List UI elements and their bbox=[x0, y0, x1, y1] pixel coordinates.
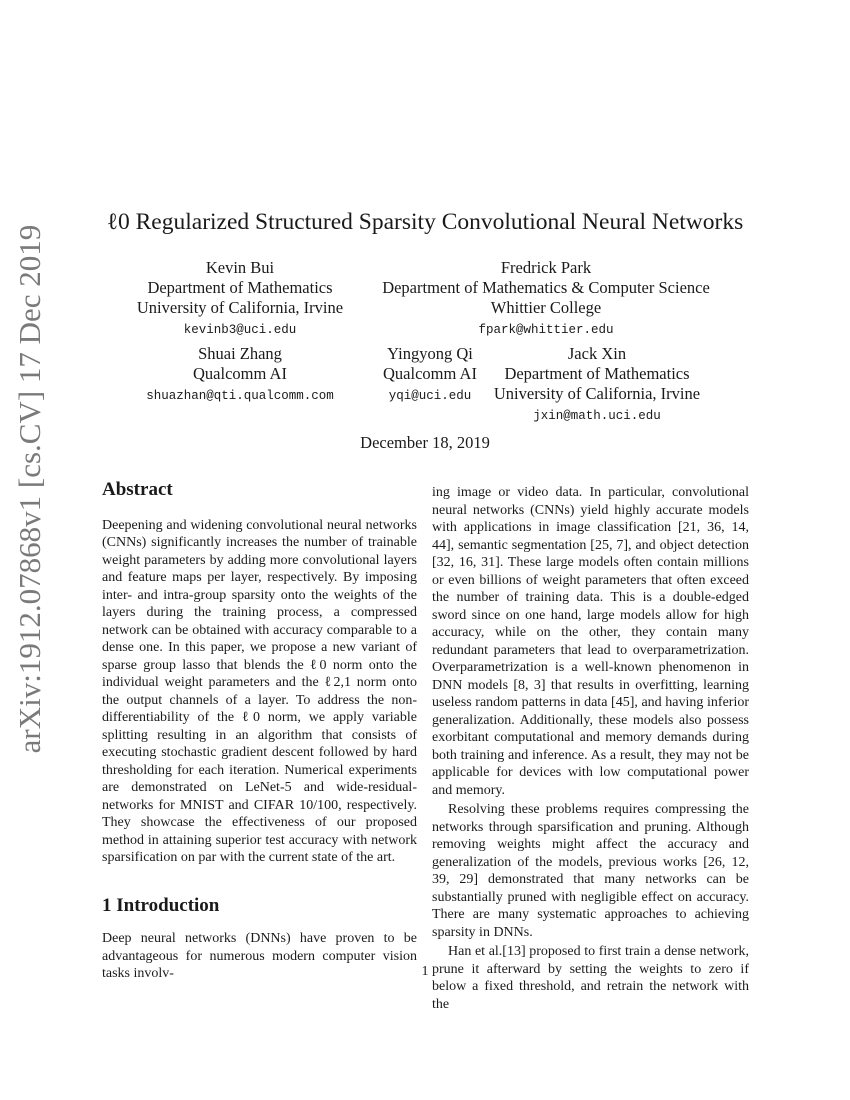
author-affiliation: Qualcomm AI bbox=[193, 364, 287, 383]
paper-title: ℓ0 Regularized Structured Sparsity Convolutional Neural Networks bbox=[106, 209, 744, 235]
author-affiliation: University of California, Irvine bbox=[493, 384, 701, 403]
author-email[interactable]: shuazhan@qti.qualcomm.com bbox=[146, 389, 334, 403]
author-block-park bbox=[370, 258, 722, 340]
author-affiliation: Whittier College bbox=[490, 298, 602, 317]
author-email[interactable]: fpark@whittier.edu bbox=[478, 323, 614, 337]
abstract-heading: Abstract bbox=[102, 479, 173, 500]
author-block-zhang bbox=[130, 344, 350, 406]
author-name: Fredrick Park bbox=[500, 258, 592, 277]
intro-paragraph: Han et al.[13] proposed to first train a dense network, prune it afterward by setting the weights to zero if below a fixed threshold, and retrain the network with the bbox=[432, 944, 749, 1012]
author-affiliation: University of California, Irvine bbox=[136, 298, 344, 317]
left-column bbox=[102, 481, 417, 983]
abstract-text: Deepening and widening convolutional neural networks (CNNs) significantly increases the number of trainable weight parameters by adding more convolutional layers and feature maps per layer, respectively. By imposing inter- and intra-group sparsity onto the weights of the layers during the training process, a compressed network can be obtained with accuracy comparable to a dense one. In this paper, we propose a new variant of sparse group lasso that blends the ℓ0 norm onto the individual weight parameters and the ℓ2,1 norm onto the output channels of a layer. To address the non-differentiability of the ℓ0 norm, we apply variable splitting resulting in an algorithm that consists of executing stochastic gradient descent followed by hard thresholding for each iteration. Numerical experiments are demonstrated on LeNet-5 and wide-residual-networks for MNIST and CIFAR 10/100, respectively. They showcase the effectiveness of our proposed method in attaining superior test accuracy with network sparsification on par with the current state of the art. bbox=[102, 517, 417, 865]
author-block-bui bbox=[115, 258, 365, 340]
arxiv-stamp: arXiv:1912.07868v1 [cs.CV] 17 Dec 2019 bbox=[12, 224, 47, 754]
author-name: Shuai Zhang bbox=[198, 344, 282, 363]
author-email[interactable]: jxin@math.uci.edu bbox=[533, 409, 661, 423]
section-heading-introduction: 1 Introduction bbox=[102, 894, 220, 916]
page-number: 1 bbox=[421, 964, 429, 979]
intro-paragraph: ing image or video data. In particular, convolutional neural networks (CNNs) yield highly accurate models with applications in image classification [21, 36, 14, 44], semantic segmentation [25, 7], and object detection [32, 16, 31]. These large models often contain millions or even billions of weight parameters that often exceed the number of training data. This is a double-edged sword since on one hand, large models allow for high accuracy, while on the other, they contain many redundant parameters that lead to overparametrization. Overparametrization is a well-known phenomenon in DNN models [8, 3] that results in overfitting, learning useless random patterns in data [45], and having inferior generalization. Additionally, these models also possess exorbitant computational and memory demands during both training and inference. As a result, they may not be applicable for devices with low computational power and memory. bbox=[432, 485, 749, 798]
author-name: Jack Xin bbox=[567, 344, 627, 363]
author-block-qi bbox=[355, 344, 505, 406]
author-affiliation: Department of Mathematics & Computer Science bbox=[382, 278, 710, 297]
intro-paragraph: Resolving these problems requires compressing the networks through sparsification and pruning. Although removing weights might affect the accuracy and generalization of the models, previous works [26, 12, 39, 29] demonstrated that many networks can be substantially pruned with negligible effect on accuracy. There are many systematic approaches to achieving sparsity in DNNs. bbox=[432, 802, 749, 940]
author-email[interactable]: yqi@uci.edu bbox=[388, 389, 472, 403]
author-affiliation: Department of Mathematics bbox=[504, 364, 690, 383]
author-name: Yingyong Qi bbox=[387, 344, 473, 363]
author-name: Kevin Bui bbox=[205, 258, 275, 277]
paper-date: December 18, 2019 bbox=[360, 433, 490, 452]
author-affiliation: Department of Mathematics bbox=[147, 278, 333, 297]
author-block-xin bbox=[492, 344, 702, 426]
right-column bbox=[432, 484, 749, 1013]
intro-paragraph: Deep neural networks (DNNs) have proven to be advantageous for numerous modern computer vision tasks involv- bbox=[102, 931, 417, 981]
author-email[interactable]: kevinb3@uci.edu bbox=[183, 323, 297, 337]
author-affiliation: Qualcomm AI bbox=[383, 364, 477, 383]
